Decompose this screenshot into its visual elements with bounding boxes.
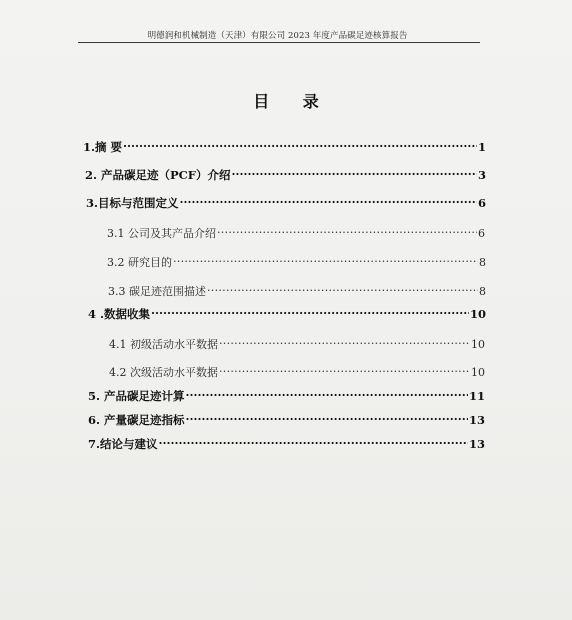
toc-entry-page: 3 — [477, 168, 486, 182]
toc-entry-footprint-scope[interactable] — [108, 283, 486, 299]
toc-entry-page: 6 — [478, 227, 485, 240]
toc-entry-label: 4.1 初级活动水平数据 — [109, 338, 218, 351]
toc-entry-page: 1 — [477, 140, 486, 154]
toc-entry-page: 13 — [468, 437, 485, 451]
toc-leader-dots — [186, 389, 468, 401]
toc-leader-dots — [123, 140, 477, 152]
toc-leader-dots — [219, 365, 470, 376]
toc-entry-summary[interactable] — [83, 139, 486, 155]
toc-leader-dots — [207, 284, 478, 295]
toc-entry-label: 3.1 公司及其产品介绍 — [107, 227, 216, 240]
toc-entry-label: 5. 产品碳足迹计算 — [88, 389, 185, 403]
toc-title: 目 录 — [253, 92, 333, 111]
toc-entry-secondary-data[interactable] — [109, 364, 485, 380]
toc-leader-dots — [151, 307, 469, 319]
toc-entry-label: 6. 产量碳足迹指标 — [88, 413, 185, 427]
toc-leader-dots — [219, 337, 470, 348]
toc-leader-dots — [217, 226, 477, 237]
toc-entry-data-collection[interactable] — [88, 306, 486, 322]
running-header: 明德润和机械制造（天津）有限公司 2023 年度产品碳足迹核算报告 — [147, 31, 408, 41]
toc-entry-conclusions[interactable] — [88, 436, 485, 452]
toc-entry-pcf-intro[interactable] — [85, 167, 486, 183]
toc-leader-dots — [186, 413, 468, 425]
toc-entry-label: 2. 产品碳足迹（PCF）介绍 — [85, 168, 231, 182]
toc-entry-page: 8 — [479, 256, 486, 269]
toc-leader-dots — [231, 168, 477, 180]
toc-leader-dots — [173, 255, 478, 266]
toc-entry-pcf-calculation[interactable] — [88, 388, 485, 404]
toc-entry-page: 10 — [471, 366, 485, 379]
toc-entry-page: 10 — [471, 338, 485, 351]
toc-entry-label: 3.2 研究目的 — [107, 256, 172, 269]
toc-entry-page: 8 — [479, 285, 486, 298]
toc-entry-company-products[interactable] — [107, 225, 485, 241]
toc-entry-page: 6 — [477, 196, 486, 210]
toc-entry-label: 7.结论与建议 — [88, 437, 158, 451]
toc-entry-label: 1.摘 要 — [83, 140, 123, 154]
toc-entry-research-purpose[interactable] — [107, 254, 486, 270]
toc-entry-page: 11 — [468, 389, 485, 403]
toc-entry-label: 4.2 次级活动水平数据 — [109, 366, 218, 379]
toc-entry-page: 13 — [468, 413, 485, 427]
toc-entry-primary-data[interactable] — [109, 336, 485, 352]
toc-entry-label: 4 .数据收集 — [88, 307, 151, 321]
toc-entry-page: 10 — [469, 307, 486, 321]
toc-entry-goal-scope[interactable] — [86, 195, 486, 211]
toc-entry-output-indicators[interactable] — [88, 412, 485, 428]
toc-entry-label: 3.目标与范围定义 — [86, 196, 179, 210]
toc-entry-label: 3.3 碳足迹范围描述 — [108, 285, 206, 298]
toc-leader-dots — [180, 196, 477, 208]
toc-leader-dots — [159, 437, 468, 449]
